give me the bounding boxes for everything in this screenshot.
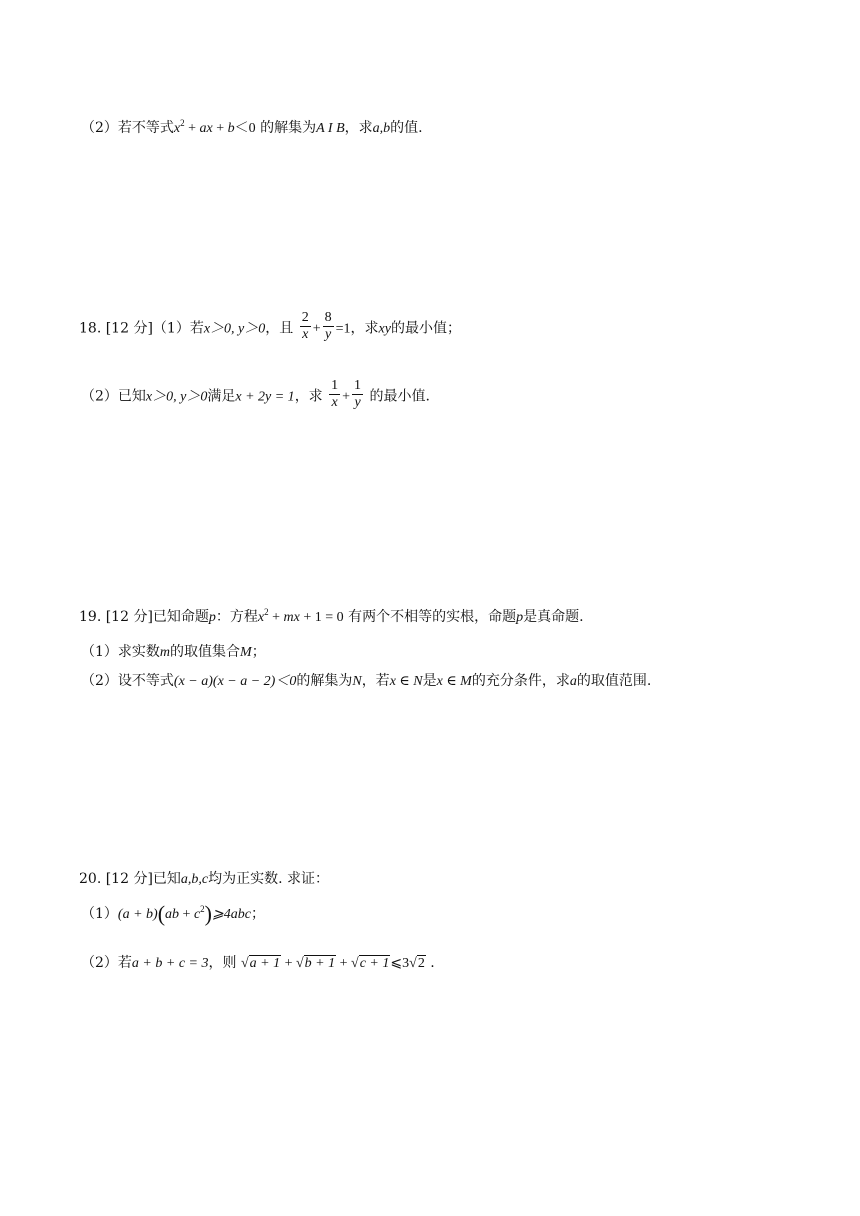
q19-intro-d: 是真命题. bbox=[523, 609, 584, 625]
q19-part2 bbox=[81, 671, 651, 692]
q17-part2 bbox=[81, 118, 423, 139]
q20-part2-label: （2）若 bbox=[81, 955, 132, 971]
q18-part2-prefix: （2）已知 bbox=[81, 388, 146, 405]
q17-part2-end: 的值. bbox=[390, 120, 423, 136]
q19-part1-b: 的取值集合 bbox=[170, 644, 241, 660]
q19-intro-b: ：方程 bbox=[215, 609, 258, 625]
q19-intro-c: 有两个不相等的实根，命题 bbox=[348, 609, 517, 625]
q19-part1-M: M bbox=[240, 645, 252, 660]
q19-part2-a: （2）设不等式 bbox=[81, 673, 174, 689]
q17-part2-prefix: （2）若不等式 bbox=[81, 120, 174, 136]
q18-part2-end: 的最小值. bbox=[369, 388, 430, 405]
q19-part1-a: （1）求实数 bbox=[81, 644, 160, 660]
q19-part2-d: 是 bbox=[422, 673, 437, 689]
q20-part2: （2）若a + b + c = 3，则 √a + 1 + √b + 1 + √c + 1⩽3√2 . bbox=[81, 953, 435, 974]
q17-part2-mid: 的解集为 bbox=[260, 120, 317, 136]
q20-part2-sqrt-2: √2 bbox=[409, 956, 425, 971]
q19-part2-e: 的充分条件，求 bbox=[471, 673, 570, 689]
q20-part1-label: （1） bbox=[81, 906, 118, 922]
q19-part2-c: ，若 bbox=[361, 673, 390, 689]
q19-part2-xn: x ∈ N bbox=[389, 674, 423, 689]
q18-part1-cond: x＞0, y＞0 bbox=[203, 321, 266, 337]
q18-part2-ask: ，求 bbox=[294, 388, 323, 405]
q19-part1-m: m bbox=[159, 645, 171, 660]
q19-intro-p2: p bbox=[516, 610, 524, 625]
q19-intro-a: 已知命题 bbox=[152, 609, 209, 625]
q17-part2-set: A I B bbox=[316, 121, 345, 136]
q20-part1-inner: ab + $c^2$ bbox=[165, 904, 205, 922]
q19-intro bbox=[79, 607, 584, 628]
q20-part1-end: ； bbox=[250, 906, 265, 922]
q19-part2-N: N bbox=[352, 674, 362, 689]
q18-part2-cond: x＞0, y＞0 bbox=[145, 389, 208, 405]
q19-part1 bbox=[81, 642, 266, 663]
q17-part2-expr: $x^2$ + ax + b＜0 bbox=[173, 118, 256, 136]
q19-part2-xm: x ∈ M bbox=[436, 674, 472, 689]
q17-part2-vars: a,b bbox=[372, 121, 391, 136]
q18-part1-target: xy bbox=[378, 321, 391, 337]
q19-number: 19. [12 分] bbox=[79, 609, 153, 625]
q20-intro bbox=[79, 869, 329, 890]
q20-intro-vars: a,b,c bbox=[180, 872, 209, 887]
q20-part2-rhs: ⩽3 bbox=[390, 956, 410, 971]
q18-part1-end: 的最小值； bbox=[390, 320, 461, 337]
q18-part2-eq: x + 2y = 1 bbox=[235, 389, 295, 405]
q20-part1-left: (a + b) bbox=[117, 907, 158, 922]
q18-part2-mid: 满足 bbox=[207, 388, 236, 405]
q17-part2-suffix: ，求 bbox=[344, 120, 373, 136]
q18-part2: （2）已知x＞0, y＞0满足x + 2y = 1，求 $\frac{1}{x}$ + $\frac{1}{y}$ 的最小值. bbox=[81, 378, 430, 410]
q20-part2-sqrt-c: √c + 1 bbox=[351, 956, 390, 971]
q20-intro-a: 已知 bbox=[152, 871, 181, 887]
q19-part2-b: 的解集为 bbox=[296, 673, 353, 689]
q18-part1-prefix: （1）若 bbox=[152, 320, 204, 337]
q19-intro-eq: $x^2$ + mx + 1 = 0 bbox=[257, 607, 344, 625]
q20-part2-then: ，则 bbox=[208, 955, 237, 971]
q18-part1: 18. [12 分]（1）若x＞0, y＞0，且 $\frac{2}{x}$ + $\frac{8}{y}$ =1，求xy的最小值； bbox=[79, 310, 461, 342]
q18-number: 18. [12 分] bbox=[79, 320, 153, 337]
q19-part2-ineq: (x − a)(x − a − 2)＜0 bbox=[173, 674, 297, 689]
q19-intro-p: p bbox=[208, 610, 216, 625]
q18-part1-frac-8y: $\frac{8}{y}$ bbox=[324, 310, 332, 342]
q19-part1-c: ； bbox=[251, 644, 266, 660]
q18-part1-and: ，且 bbox=[265, 320, 294, 337]
q20-intro-b: 均为正实数. 求证： bbox=[208, 871, 330, 887]
q20-part1: $(1)(a + b)(ab + c^2)⩾4abc$； bbox=[81, 901, 265, 926]
q18-part1-frac-2x: $\frac{2}{x}$ bbox=[301, 310, 309, 342]
q20-part2-cond: a + b + c = 3 bbox=[131, 956, 209, 971]
q18-part2-frac-1x: $\frac{1}{x}$ bbox=[331, 378, 339, 410]
q19-part2-f: 的取值范围. bbox=[576, 673, 652, 689]
q19-part2-a-var: a bbox=[569, 674, 577, 689]
q20-part2-sqrt-a: √a + 1 bbox=[240, 956, 281, 971]
q20-part2-end: . bbox=[425, 955, 435, 971]
q18-part2-frac-1y: $\frac{1}{y}$ bbox=[354, 378, 362, 410]
q20-part1-right: ⩾4abc bbox=[211, 907, 251, 922]
q18-part1-ask: ，求 bbox=[350, 320, 379, 337]
q20-number: 20. [12 分] bbox=[79, 871, 153, 887]
q18-part1-eq: =1 bbox=[335, 321, 351, 337]
q20-part2-sqrt-b: √b + 1 bbox=[295, 956, 336, 971]
